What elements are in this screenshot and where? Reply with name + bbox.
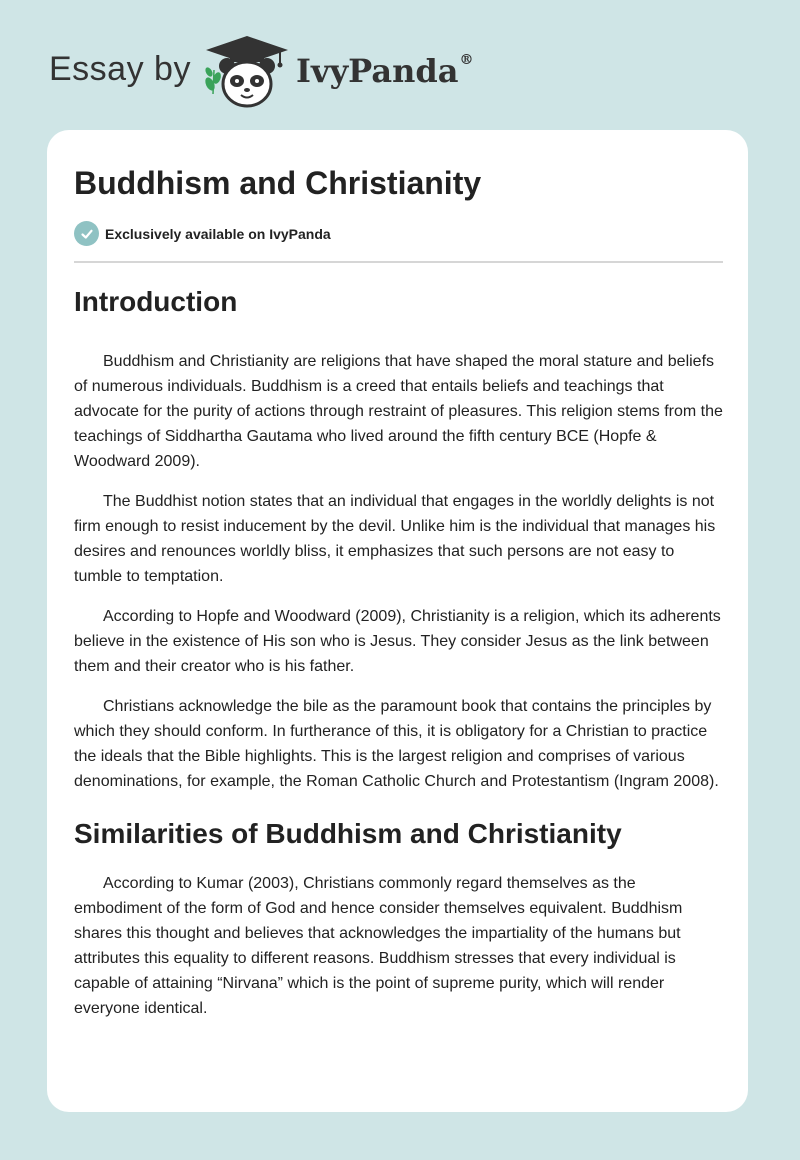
paragraph: According to Hopfe and Woodward (2009), Christianity is a religion, which its adherents believe in the existence of His son who is Jesus. They consider Jesus as the link between them and their creator who is his father.	[74, 608, 721, 675]
site-header	[0, 0, 800, 125]
paragraph: According to Kumar (2003), Christians commonly regard themselves as the embodiment of the form of God and hence consider themselves equivalent. Buddhism shares this thought and believes that acknowledges the impartiality of the humans but attributes this equality to different reasons. Buddhism stresses that every individual is capable of attaining “Nirvana” which is the point of supreme purity, which will render everyone identical.	[74, 875, 683, 1017]
check-circle-icon	[74, 221, 99, 246]
essay-by-label: Essay by	[49, 50, 191, 88]
brand-name[interactable]	[296, 52, 473, 90]
paragraph: Christians acknowledge the bile as the paramount book that contains the principles by which they should conform. In furtherance of this, it is obligatory for a Christian to practice the ideals that the Bible highlights. This is the largest religion and comprises of various denominations, for example, the Roman Catholic Church and Protestantism (Ingram 2008).	[74, 698, 719, 790]
article-body	[74, 280, 723, 1021]
registered-mark: ®	[459, 52, 474, 69]
paragraph: Buddhism and Christianity are religions that have shaped the moral stature and beliefs of numerous individuals. Buddhism is a creed that entails beliefs and teachings that advocate for the purity of actions through restraint of pleasures. This religion stems from the teachings of Siddhartha Gautama who lived around the fifth century BCE (Hopfe & Woodward 2009).	[74, 353, 723, 470]
exclusive-badge	[74, 221, 331, 246]
section-heading-similarities: Similarities of Buddhism and Christianity	[74, 818, 622, 849]
title-divider	[74, 261, 723, 263]
exclusive-badge-label: Exclusively available on IvyPanda	[105, 225, 331, 242]
brand-text: IvyPanda	[296, 52, 459, 90]
article-title: Buddhism and Christianity	[74, 165, 482, 201]
panda-logo-icon[interactable]	[200, 34, 294, 110]
article-card	[47, 130, 748, 1112]
paragraph: The Buddhist notion states that an individual that engages in the worldly delights is not firm enough to resist inducement by the devil. Unlike him is the individual that manages his desires and renounces worldly bliss, it emphasizes that such persons are not easy to tumble to temptation.	[74, 493, 716, 585]
section-heading-introduction: Introduction	[74, 286, 238, 317]
